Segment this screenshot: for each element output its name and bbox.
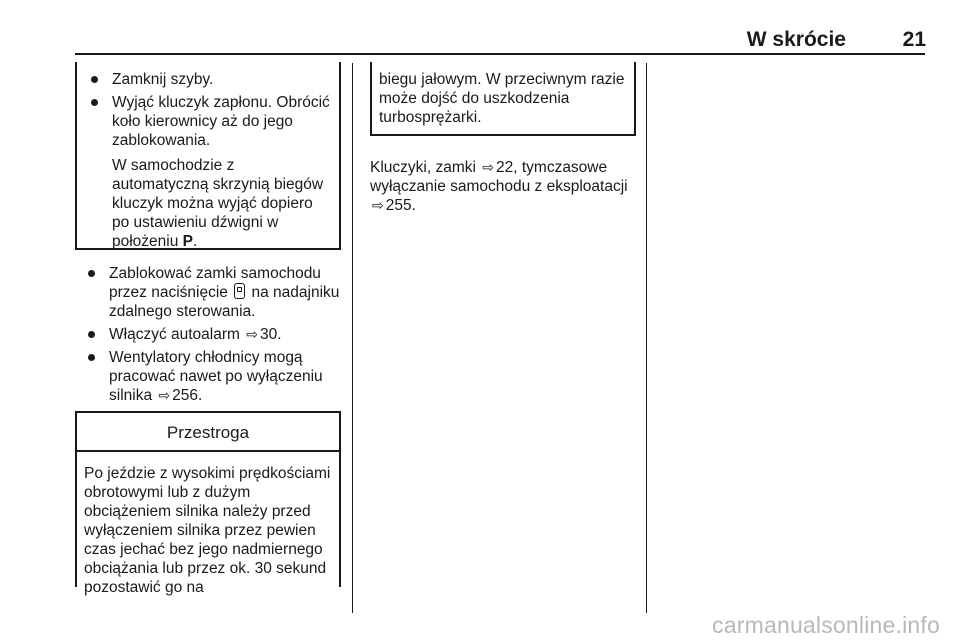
- list-item-text-end: .: [198, 387, 203, 404]
- page-ref-link[interactable]: 255: [385, 197, 412, 214]
- para-text: Kluczyki, zamki: [370, 159, 481, 176]
- para-text-end: .: [411, 197, 416, 214]
- list-item-text: Włączyć autoalarm: [109, 326, 245, 343]
- checklist-box: [75, 62, 341, 250]
- list-item: [81, 348, 341, 405]
- column-middle: [370, 62, 636, 215]
- page-number: 21: [902, 28, 926, 51]
- step-list: [75, 250, 341, 405]
- warning-title: Przestroga: [77, 413, 339, 452]
- warning-box: [75, 411, 341, 596]
- cross-reference-paragraph: [370, 158, 636, 215]
- page-ref-arrow-icon: ⇨: [246, 326, 258, 342]
- list-item-text-end: .: [277, 326, 282, 343]
- page-ref-arrow-icon: ⇨: [372, 197, 384, 213]
- list-item-text: Wentylatory chłodnicy mogą pracować nawet po wyłączeniu silnika: [109, 349, 323, 404]
- page-ref-arrow-icon: ⇨: [482, 159, 494, 175]
- column-divider-right: [646, 63, 647, 613]
- page-ref-arrow-icon: ⇨: [158, 387, 171, 403]
- lock-remote-icon: [234, 283, 245, 299]
- list-item: [81, 325, 341, 344]
- sub-paragraph-text: W samochodzie z automatyczną skrzynią biegów kluczyk można wyjąć dopiero po ustawieniu dźwigni w położeniu: [112, 157, 324, 250]
- list-item-text: Zablokować zamki samochodu przez naciśnięcie: [109, 265, 321, 301]
- section-title: W skrócie: [746, 28, 846, 51]
- list-item-text-end: na nadajniku zdalnego sterowania.: [109, 284, 340, 320]
- sub-paragraph: [84, 156, 333, 251]
- list-item: [84, 93, 333, 150]
- list-item-text: Wyjąć kluczyk zapłonu. Obrócić koło kierownicy aż do jego zablokowania.: [112, 94, 330, 149]
- page-ref-link[interactable]: 30: [259, 326, 278, 343]
- list-item-text: Zamknij szyby.: [112, 71, 214, 88]
- warning-box-continued: [370, 62, 636, 136]
- list-item: [81, 264, 341, 321]
- list-item: [84, 70, 333, 89]
- sub-paragraph-end: .: [193, 233, 198, 250]
- column-left: [75, 62, 341, 596]
- column-divider-left: [352, 63, 353, 613]
- warning-body-continued: biegu jałowym. W przeciwnym razie może dojść do uszkodzenia turbosprężarki.: [379, 71, 625, 126]
- para-text: , tymczasowe wyłączanie samochodu z eksploatacji: [370, 159, 628, 195]
- page-ref-link[interactable]: 22: [495, 159, 514, 176]
- gear-position-label: P: [182, 233, 194, 250]
- page-ref-link[interactable]: 256: [172, 387, 198, 404]
- watermark: carmanualsonline.info: [712, 612, 940, 638]
- warning-body: Po jeździe z wysokimi prędkościami obrotowymi lub z dużym obciążeniem silnika należy przed wyłączeniem silnika przez pewien czas jechać bez jego nadmiernego obciążania lub przez ok. 30 sekund pozostawić go na: [84, 465, 331, 596]
- header-rule: [75, 53, 925, 55]
